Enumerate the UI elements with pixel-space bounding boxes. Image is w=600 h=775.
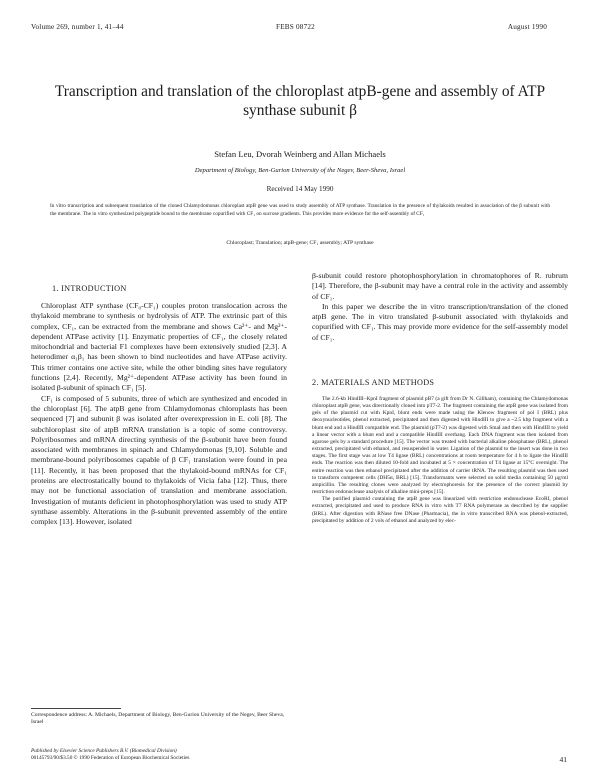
intro-body <box>31 301 287 528</box>
intro-heading: 1. INTRODUCTION <box>52 284 127 293</box>
affiliation: Department of Biology, Ben-Gurion University of the Negev, Beer-Sheva, Israel <box>194 167 406 174</box>
methods-paragraph: The purified plasmid containing the atpB gene was linearized with restriction endonuclease EcoRI, phenol extracted, precipitated and used to produce RNA in vitro with T7 RNA polymerase as described by the supplier (BRL). After digestion with RNase free DNase (Pharmacia), the in vitro transcribed RNA was phenol-extracted, precipitated by addition of 2 vols of ethanol and analyzed by elec- <box>312 496 568 524</box>
methods-body <box>312 396 568 525</box>
abstract: In vitro transcription and subsequent translation of the cloned Chlamydomonas chloroplast atpB gene was used to study assembly of ATP synthase. Translation in the presence of thylakoids resulted in association of the β subunit with the membrane. The in vitro synthesized polypeptide bound to the membrane copurified with CF₁ on sucrose gradients. This provides more evidence for the self-assembly of CF₁ <box>50 203 550 218</box>
methods-paragraph: The 2.6-kb HindIII–KpnI fragment of plasmid pB7 (a gift from Dr N. Gillham), containing the Chlamydomonas chloroplast atpB gene, was directionally cloned into pT7-2. The fragment containing the atpB gene was isolated from gels of the plasmid cut with KpnI, blunt ends were made using the Klenow fragment of pol I (BRL) plus deoxynucleotides, phenol extracted, precipitated and then digested with HindIII to give a ~2.5 kbp fragment with a blunt end and a HindIII compatible end. The plasmid (pT7-2) was digested with SmaI and then with HindIII to yield a linear vector with a blunt end and a compatible HindIII overhang. Each DNA fragment was then isolated from agarose gels by a standard procedure [15]. The vector was treated with bacterial alkaline phosphatase (BRL), phenol extracted, precipitated with ethanol, and resuspended in water. Ligation of the plasmid to the insert was done in two stages. The first stage was at low T4 ligase (BRL) concentrations at room temperature for 4 h to ligate the HindIII ends. The reaction was then diluted 10-fold and incubated at 5 × concentration of T4 ligase at 15°C overnight. The entire reaction was then ethanol precipitated after the addition of carrier tRNA. The resulting plasmid was then used to transform competent cells (DH5α, BRL) [15]. Transformants were selected on solid media containing 50 µg/ml ampicillin. The resulting clones were analyzed by electrophoresis for the presence of the correct plasmid by restriction endonuclease analysis of alkaline mini-preps [15]. <box>312 396 568 496</box>
intro-paragraph: Chloroplast ATP synthase (CF₀-CF₁) couples proton translocation across the thylakoid membrane to synthesis or hydrolysis of ATP. The extrinsic part of this complex, CF₁, can be extracted from the membrane and shows Ca²⁺- and Mg²⁺-dependent ATPase activity [1]. Enzymatic properties of CF₁, the closely related mitochondrial and bacterial F1 complexes have been extensively studied [2,3]. A heterodimer α₁β₁ has been shown to bind nucleotides and have ATPase activity. This trimer contains one active site, while the other binding sites have regulatory functions [2,4]. Recently, Mg²⁺-dependent ATPase activity has been found in isolated β-subunit of spinach CF₁ [5]. <box>31 301 287 393</box>
keywords: Chloroplast; Translation; atpB-gene; CF₁ assembly; ATP synthase <box>226 240 374 246</box>
received-date: Received 14 May 1990 <box>266 185 334 193</box>
methods-heading: 2. MATERIALS AND METHODS <box>312 378 435 387</box>
journal-citation: Volume 269, number 1, 41–44 <box>31 23 124 31</box>
intro-paragraph: CF₁ is composed of 5 subunits, three of which are synthesized and encoded in the chloroplast [6]. The atpB gene from Chlamydomonas chloroplasts has been sequenced [7] and subunit β was isolated after overexpression in E. coli [8]. The subchloroplast site of atpB mRNA translation is a topic of some controversy. Polyribosomes and mRNA directing synthesis of the β-subunit have been found associated with membranes in spinach and Chlamydomonas [9,10]. Soluble and membrane-bound polyribosomes capable of β CF₁ translation were found in pea [11]. Recently, it has been proposed that the thylakoid-bound mRNAs for CF₁ proteins are electrostatically bound to thylakoids of Vicia faba [12]. Thus, there may not be functional association of translation and membrane association. Investigation of mutants deficient in photophosphorylation was used to study ATP synthase assembly. Alterations in the β-subunit prevented assembly of the entire complex [13]. However, isolated <box>31 393 287 527</box>
publisher: Published by Elsevier Science Publishers B.V. (Biomedical Division) <box>31 748 177 754</box>
publisher-line <box>31 748 331 761</box>
intro-paragraph: In this paper we describe the in vitro transcription/translation of the cloned atpB gene. The in vitro translated β-subunit associated with thylakoids and copurified with CF₁. This may provide more evidence for the self-assembly model of CF₁. <box>312 301 568 342</box>
footnote-rule <box>31 708 121 709</box>
authors: Stefan Leu, Dvorah Weinberg and Allan Michaels <box>214 149 386 159</box>
issue-date: August 1990 <box>507 23 547 31</box>
correspondence-address: Correspondence address: A. Michaels, Department of Biology, Ben-Gurion University of the Negev, Beer Sheva, Israel <box>31 712 285 726</box>
copyright: 00145793/90/$3.50 © 1990 Federation of European Biochemical Societies <box>31 754 190 761</box>
intro-continuation: β-subunit could restore photophosphorylation in chromatophores of R. rubrum [14]. Therefore, the β-subunit may have a central role in the activity and assembly of CF₁. <box>312 271 568 301</box>
febs-code: FEBS 08722 <box>276 23 315 31</box>
page-number: 41 <box>559 755 567 764</box>
paper-title: Transcription and translation of the chloroplast atpB-gene and assembly of ATP synthase subunit β <box>54 83 546 119</box>
right-intro-body <box>312 271 568 343</box>
